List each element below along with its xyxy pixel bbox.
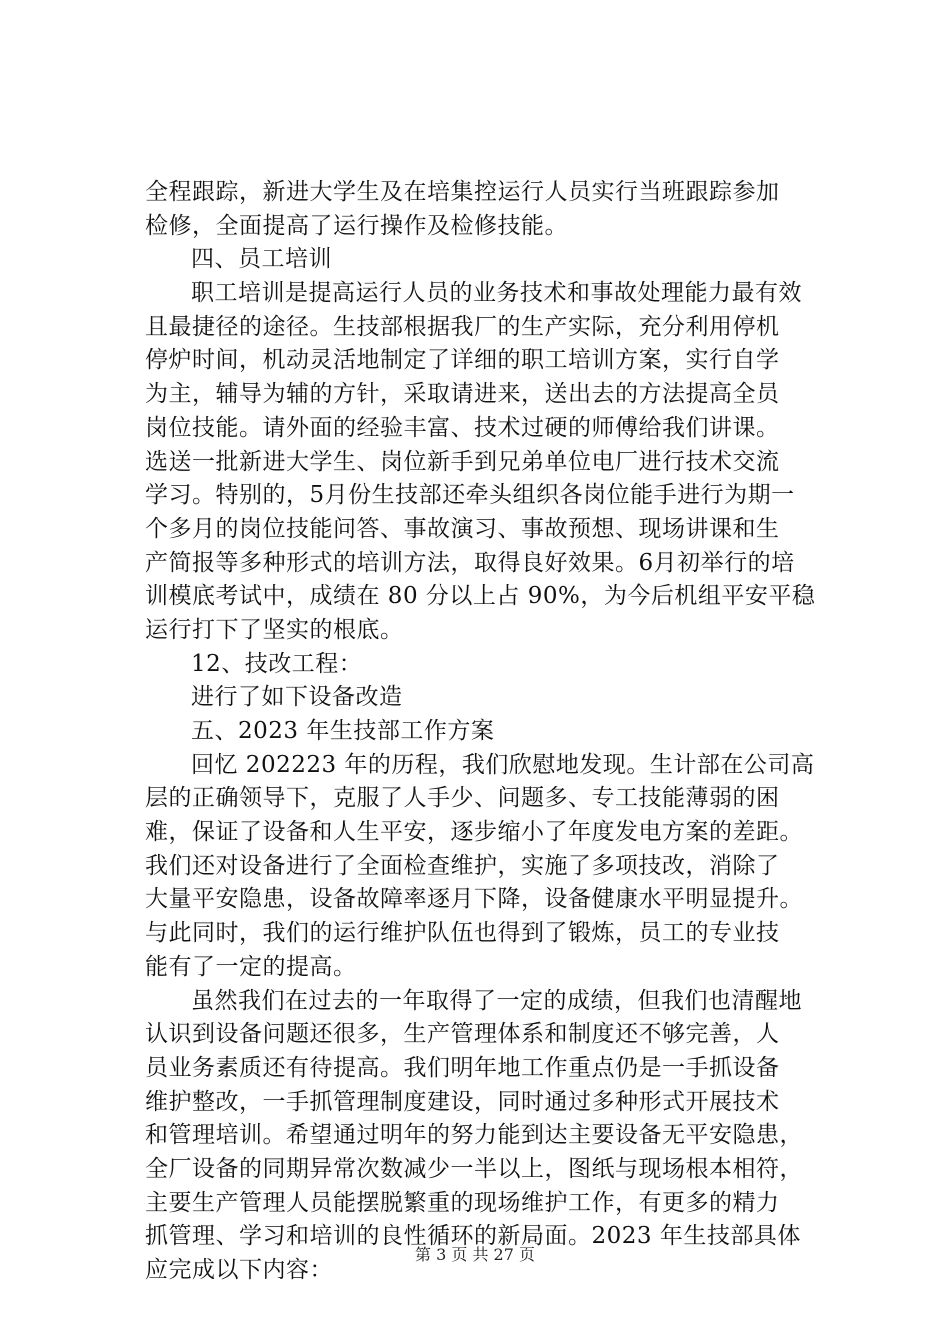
text-line: 维护整改，一手抓管理制度建设，同时通过多种形式开展技术 bbox=[145, 1088, 780, 1115]
text-line: 难，保证了设备和人生平安，逐步缩小了年度发电方案的差距。 bbox=[145, 819, 803, 846]
text-line: 运行打下了坚实的根底。 bbox=[145, 616, 404, 643]
text-line: 主要生产管理人员能摆脱繁重的现场维护工作，有更多的精力 bbox=[145, 1189, 780, 1216]
text-line: 认识到设备问题还很多，生产管理体系和制度还不够完善，人 bbox=[145, 1021, 780, 1048]
text-line: 和管理培训。希望通过明年的努力能到达主要设备无平安隐患， bbox=[145, 1122, 803, 1149]
page-number-footer: 第 3 页 共 27 页 bbox=[415, 1245, 535, 1264]
text-line: 学习。特别的，5月份生技部还牵头组织各岗位能手进行为期一 bbox=[145, 482, 795, 509]
text-line: 层的正确领导下，克服了人手少、问题多、专工技能薄弱的困 bbox=[145, 785, 780, 812]
document-body bbox=[145, 176, 835, 1288]
text-line: 选送一批新进大学生、岗位新手到兄弟单位电厂进行技术交流 bbox=[145, 448, 780, 475]
text-line: 应完成以下内容： bbox=[145, 1257, 333, 1283]
text-line: 能有了一定的提高。 bbox=[145, 953, 357, 980]
text-line: 产简报等多种形式的培训方法，取得良好效果。6月初举行的培 bbox=[145, 549, 795, 576]
text-line: 大量平安隐患，设备故障率逐月下降，设备健康水平明显提升。 bbox=[145, 886, 803, 913]
text-line: 虽然我们在过去的一年取得了一定的成绩，但我们也清醒地 bbox=[191, 987, 802, 1014]
section-heading: 四、员工培训 bbox=[191, 246, 332, 273]
section-heading: 五、2023 年生技部工作方案 bbox=[191, 718, 495, 744]
text-line: 全厂设备的同期异常次数减少一半以上，图纸与现场根本相符， bbox=[145, 1155, 803, 1182]
text-line: 与此同时，我们的运行维护队伍也得到了锻炼，员工的专业技 bbox=[145, 920, 780, 947]
text-line: 岗位技能。请外面的经验丰富、技术过硬的师傅给我们讲课。 bbox=[145, 414, 780, 441]
text-line: 且最捷径的途径。生技部根据我厂的生产实际，充分利用停机 bbox=[145, 313, 780, 340]
section-heading: 12、技改工程： bbox=[191, 650, 363, 677]
text-line: 进行了如下设备改造 bbox=[191, 684, 403, 711]
text-line: 训模底考试中，成绩在 80 分以上占 90%，为今后机组平安平稳 bbox=[145, 583, 816, 610]
text-line: 职工培训是提高运行人员的业务技术和事故处理能力最有效 bbox=[191, 280, 802, 307]
text-line: 为主，辅导为辅的方针，采取请进来，送出去的方法提高全员 bbox=[145, 381, 780, 408]
text-line: 全程跟踪，新进大学生及在培集控运行人员实行当班跟踪参加 bbox=[145, 179, 780, 205]
text-line: 个多月的岗位技能问答、事故演习、事故预想、现场讲课和生 bbox=[145, 515, 780, 542]
text-line: 停炉时间，机动灵活地制定了详细的职工培训方案，实行自学 bbox=[145, 347, 780, 374]
text-line: 员业务素质还有待提高。我们明年地工作重点仍是一手抓设备 bbox=[145, 1054, 780, 1081]
text-line: 抓管理、学习和培训的良性循环的新局面。2023 年生技部具体 bbox=[145, 1223, 801, 1250]
text-line: 检修，全面提高了运行操作及检修技能。 bbox=[145, 212, 568, 239]
text-line: 我们还对设备进行了全面检查维护，实施了多项技改，消除了 bbox=[145, 852, 780, 879]
text-line: 回忆 202223 年的历程，我们欣慰地发现。生计部在公司高 bbox=[191, 751, 815, 778]
